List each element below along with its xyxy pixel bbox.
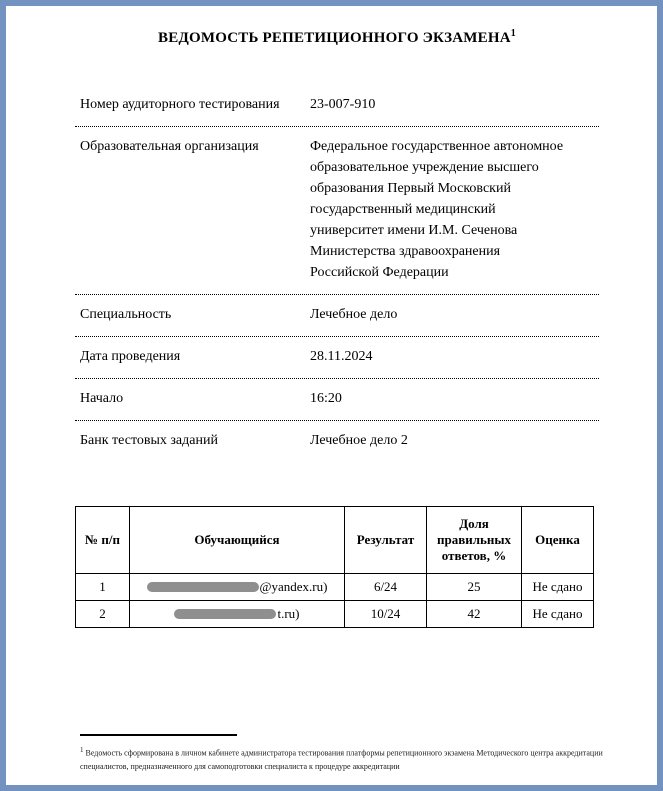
- table-row: [76, 574, 594, 601]
- results-table-header-row: [76, 507, 594, 574]
- cell-result: 10/24: [345, 601, 427, 628]
- field-label: Специальность: [80, 307, 172, 322]
- student-email-visible: @yandex.ru): [259, 579, 328, 594]
- cell-grade: Не сдано: [522, 601, 594, 628]
- footnote-section: [80, 734, 604, 773]
- page-title-footnote-marker: 1: [510, 28, 516, 39]
- redaction-bar: [174, 609, 276, 619]
- cell-share: 42: [427, 601, 522, 628]
- cell-student: [130, 574, 345, 601]
- field-label: Начало: [80, 391, 124, 406]
- cell-student: [130, 601, 345, 628]
- field-label: Банк тестовых заданий: [80, 433, 218, 448]
- field-value: 16:20: [310, 391, 342, 406]
- cell-row-number: 1: [76, 574, 130, 601]
- fields-section: [75, 85, 599, 462]
- field-row-date: [75, 337, 599, 379]
- field-value: Федеральное государственное автономное образовательное учреждение высшего образования Первый Московский государственный медицинский университет имени И.М. Сеченова Министерства здравоохранения Российской Федерации: [310, 139, 564, 280]
- student-email-visible: t.ru): [277, 606, 300, 621]
- column-header-grade: Оценка: [522, 507, 594, 574]
- column-header-number: № п/п: [76, 507, 130, 574]
- page-title-text: ВЕДОМОСТЬ РЕПЕТИЦИОННОГО ЭКЗАМЕНА: [158, 30, 511, 46]
- footnote-body: Ведомость сформирована в личном кабинете администратора тестирования платформы репетиционного экзамена Методического центра аккредитации специалистов, предназначенного для самоподготовки специалиста к процедуре аккредитации: [80, 748, 603, 771]
- footnote-divider: [80, 734, 237, 736]
- field-row-test-bank: [75, 421, 599, 462]
- field-row-organization: [75, 127, 599, 295]
- page-title: [75, 28, 599, 47]
- field-row-start-time: [75, 379, 599, 421]
- cell-share: 25: [427, 574, 522, 601]
- column-header-share: Доля правильных ответов, %: [427, 507, 522, 574]
- table-row: [76, 601, 594, 628]
- cell-row-number: 2: [76, 601, 130, 628]
- field-value: 23-007-910: [310, 97, 376, 112]
- footnote-text: [80, 744, 604, 773]
- document-content: [75, 6, 599, 628]
- field-row-specialty: [75, 295, 599, 337]
- column-header-student: Обучающийся: [130, 507, 345, 574]
- field-label: Номер аудиторного тестирования: [80, 97, 280, 112]
- field-label: Образовательная организация: [80, 139, 259, 154]
- field-value: Лечебное дело: [310, 307, 398, 322]
- cell-grade: Не сдано: [522, 574, 594, 601]
- field-row-test-number: [75, 85, 599, 127]
- field-label: Дата проведения: [80, 349, 181, 364]
- footnote-marker: 1: [80, 746, 84, 754]
- cell-result: 6/24: [345, 574, 427, 601]
- field-value: Лечебное дело 2: [310, 433, 408, 448]
- results-table: [75, 506, 594, 628]
- field-value: 28.11.2024: [310, 349, 373, 364]
- redaction-bar: [147, 582, 259, 592]
- column-header-result: Результат: [345, 507, 427, 574]
